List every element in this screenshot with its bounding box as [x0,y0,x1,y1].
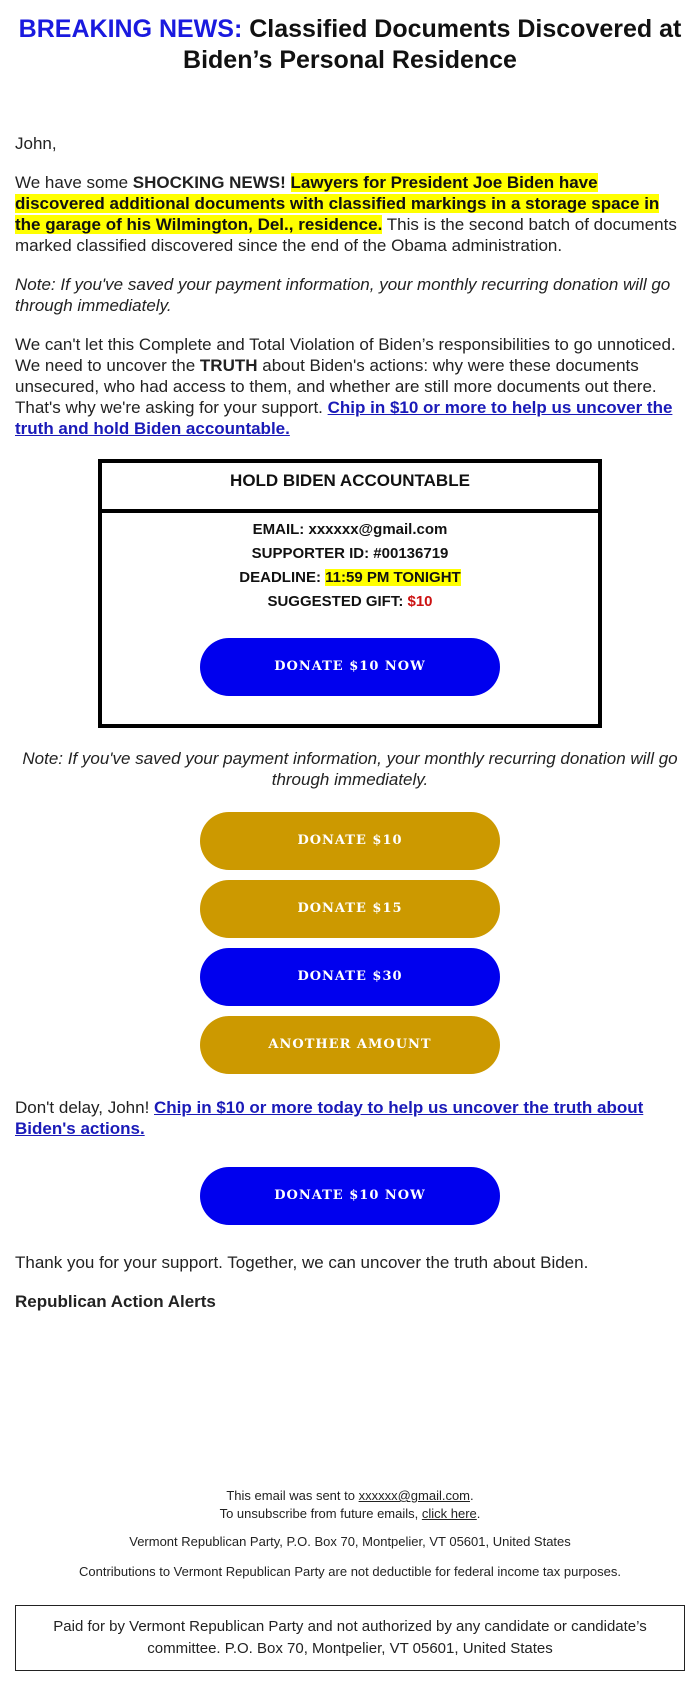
gift-value: $10 [407,593,433,610]
donation-buttons [15,812,685,1074]
chip-in-today-link[interactable]: Chip in $10 or more today to help us uncover the truth about Biden's actions. [15,1098,644,1138]
p1-intro: We have some [15,173,133,192]
recipient-email-link[interactable]: xxxxxx@gmail.com [358,1488,471,1503]
sent-to-line [15,1487,685,1505]
box-body [102,513,598,724]
supporter-label: SUPPORTER ID: [251,545,370,562]
p3-intro: We can't let this Complete and Total Violation of Biden’s responsibilities to go unnoticed. We need to uncover the [15,335,676,375]
footer-address: Vermont Republican Party, P.O. Box 70, Montpelier, VT 05601, United States [129,1534,571,1549]
paid-for-disclaimer: Paid for by Vermont Republican Party and not authorized by any candidate or candidate’s committee. P.O. Box 70, Montpelier, VT 05601, United States [15,1605,685,1671]
greeting: John, [15,134,57,153]
breaking-news-label: BREAKING NEWS: [18,15,243,43]
chip-in-link[interactable]: Chip in $10 or more to help us uncover the truth and hold Biden accountable. [15,398,673,438]
thank-you-text: Thank you for your support. Together, we can uncover the truth about Biden. [15,1253,589,1272]
gift-line [102,590,598,614]
p3-rest: about Biden's actions: why were these documents unsecured, who had access to them, and whether are still more documents out there. That's why we're asking for your support. [15,356,657,417]
paragraph-shocking-news [15,172,685,256]
p1-bold: SHOCKING NEWS! [132,173,286,192]
unsubscribe-line [15,1505,685,1523]
p1-rest: This is the second batch of documents marked classified discovered since the end of the Obama administration. [15,215,677,255]
sent-to-period: . [470,1488,474,1503]
email-value: xxxxxx@gmail.com [308,521,448,538]
another-amount-button[interactable]: ANOTHER AMOUNT [200,1016,500,1074]
unsubscribe-text: To unsubscribe from future emails, [219,1506,422,1521]
p3-bold: TRUTH [199,356,258,375]
supporter-line [102,542,598,566]
footer [15,1487,685,1581]
supporter-value: #00136719 [373,545,449,562]
deadline-label: DEADLINE: [239,569,321,586]
unsubscribe-period: . [476,1506,481,1521]
email-body [0,14,700,1671]
donate-10-button[interactable]: DONATE $10 [200,812,500,870]
paragraph-dont-delay [15,1097,685,1139]
box-title: HOLD BIDEN ACCOUNTABLE [102,463,598,513]
headline [15,14,685,76]
payment-note-centered: Note: If you've saved your payment information, your monthly recurring donation will go through immediately. [22,749,678,789]
donate-15-button[interactable]: DONATE $15 [200,880,500,938]
accountability-box [98,459,602,728]
email-line [102,518,598,542]
sent-to-text: This email was sent to [226,1488,359,1503]
headline-title: Classified Documents Discovered at Biden’s Personal Residence [183,15,682,74]
payment-note: Note: If you've saved your payment information, your monthly recurring donation will go through immediately. [15,275,671,315]
deadline-value: 11:59 PM TONIGHT [325,569,461,586]
unsubscribe-link[interactable]: click here [421,1506,477,1521]
final-donate-button[interactable]: DONATE $10 NOW [200,1167,500,1225]
tax-disclaimer: Contributions to Vermont Republican Party are not deductible for federal income tax purposes. [79,1564,621,1579]
p4-intro: Don't delay, John! [15,1098,155,1117]
deadline-line [102,566,598,590]
gift-label: SUGGESTED GIFT: [267,593,404,610]
box-donate-button[interactable]: DONATE $10 NOW [200,638,500,696]
signature: Republican Action Alerts [15,1292,216,1311]
paragraph-violation [15,334,685,439]
donate-30-button[interactable]: DONATE $30 [200,948,500,1006]
email-label: EMAIL: [252,521,305,538]
p1-highlight: Lawyers for President Joe Biden have discovered additional documents with classified markings in a storage space in the garage of his Wilmington, Del., residence. [15,173,660,234]
